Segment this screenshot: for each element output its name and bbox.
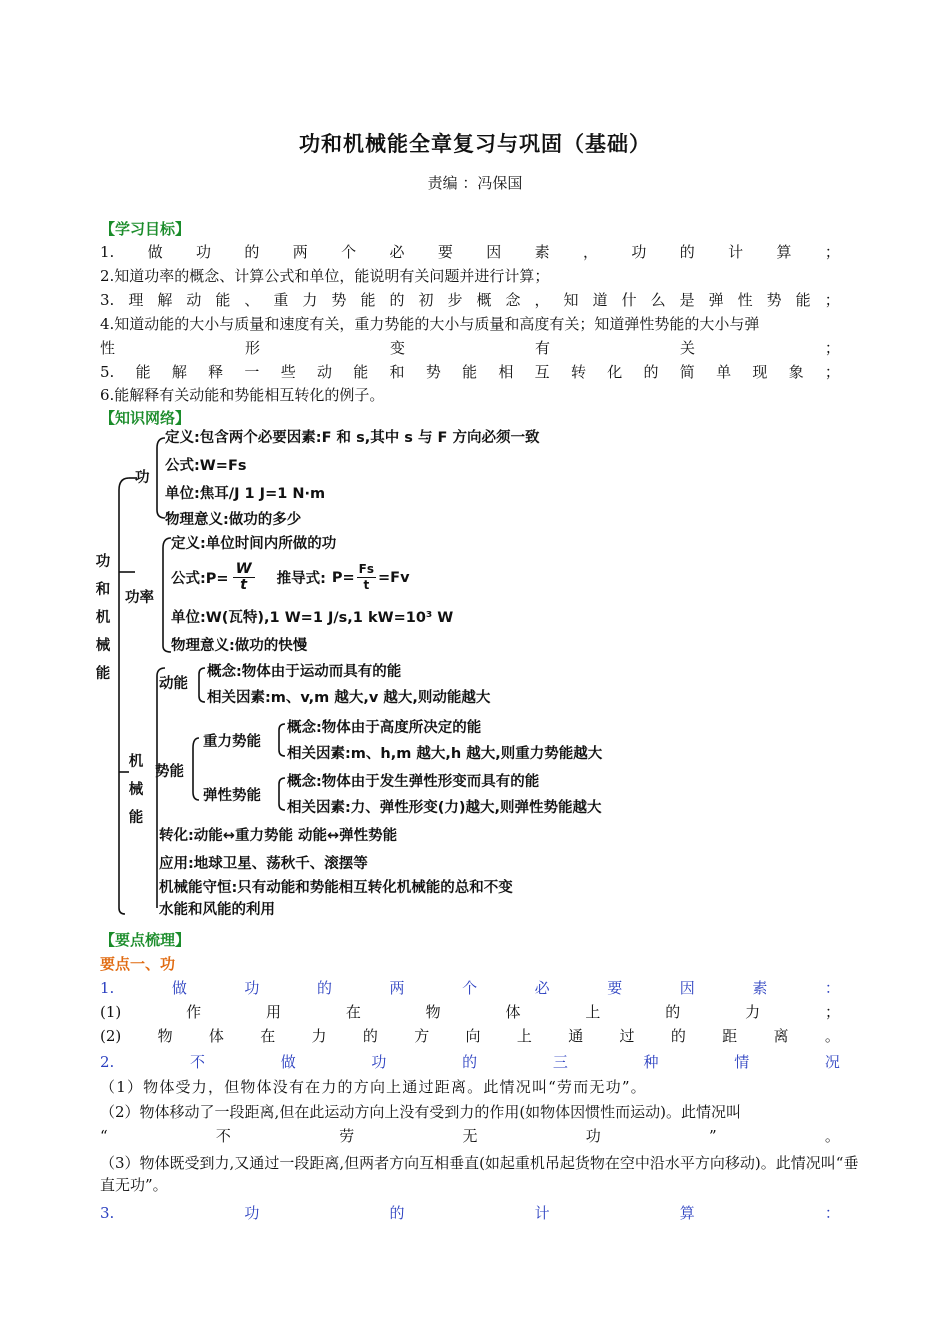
objective-6: 6.能解释有关动能和势能相互转化的例子。: [100, 386, 385, 404]
power-fraction-den: t: [240, 577, 248, 593]
justified-word: 现: [752, 363, 768, 381]
justified-word: 解: [157, 291, 173, 309]
justified-word: 解: [171, 363, 187, 381]
vertical-char: 和: [95, 582, 111, 598]
justified-word: 方: [414, 1027, 430, 1045]
justified-word: 要: [437, 243, 453, 261]
justified-word: 的: [362, 1027, 378, 1045]
power-derived-fraction: [357, 562, 376, 593]
justified-word: “: [100, 1127, 108, 1145]
work-definition: 定义:包含两个必要因素:F 和 s,其中 s 与 F 方向必须一致: [165, 430, 540, 446]
vertical-char: 功: [95, 554, 111, 570]
power-label: 功率: [125, 590, 154, 606]
justified-word: (2): [100, 1027, 122, 1045]
vertical-char: 能: [95, 666, 111, 682]
justified-word: 相: [498, 363, 514, 381]
justified-word: 什: [621, 291, 637, 309]
justified-word: 在: [260, 1027, 276, 1045]
conservation: 机械能守恒:只有动能和势能相互转化机械能的总和不变: [159, 880, 513, 896]
justified-word: 必: [389, 243, 405, 261]
vertical-char: 能: [128, 810, 144, 826]
work-unit: 单位:焦耳/J 1 J=1 N·m: [165, 486, 326, 502]
justified-word: 动: [316, 363, 332, 381]
root-label: [95, 548, 111, 688]
network-heading: 【知识网络】: [100, 409, 191, 427]
justified-word: 的: [316, 979, 332, 997]
justified-word: 单: [716, 363, 732, 381]
justified-word: 功: [585, 1127, 601, 1145]
justified-word: 能: [135, 363, 151, 381]
justified-word: 初: [418, 291, 434, 309]
justified-word: 个: [462, 979, 478, 997]
justified-word: 过: [619, 1027, 635, 1045]
justified-word: (1): [100, 1003, 122, 1021]
justified-word: 距: [722, 1027, 738, 1045]
justified-word: 能: [462, 363, 478, 381]
power-derived-prefix: 推导式:: [276, 571, 326, 587]
justified-word: 素: [534, 243, 550, 261]
justified-word: 象: [788, 363, 804, 381]
point-1-2a: （1）物体受力，但物体没有在力的方向上通过距离。此情况叫“劳而无功”。: [100, 1078, 647, 1096]
justified-word: 况: [824, 1053, 840, 1071]
justified-word: 计: [534, 1204, 550, 1222]
justified-word: 释: [208, 363, 224, 381]
justified-word: 的: [670, 1027, 686, 1045]
objective-1: [100, 241, 840, 263]
justified-word: 和: [389, 363, 405, 381]
justified-word: 功: [244, 1204, 260, 1222]
justified-word: 因: [486, 243, 502, 261]
justified-word: 一: [244, 363, 260, 381]
point-1-1: [100, 977, 840, 999]
justified-word: 算: [776, 243, 792, 261]
kinetic-concept: 概念:物体由于运动而具有的能: [207, 664, 402, 680]
justified-word: 的: [679, 243, 695, 261]
work-label: 功: [135, 470, 150, 486]
objective-2: 2.知道功率的概念、计算公式和单位，能说明有关问题并进行计算；: [100, 267, 550, 285]
justified-word: 无: [462, 1127, 478, 1145]
water-wind: 水能和风能的利用: [159, 902, 275, 918]
justified-word: 力: [302, 291, 318, 309]
vertical-char: 机: [95, 610, 111, 626]
justified-word: ：: [824, 1204, 840, 1222]
justified-word: ，: [583, 243, 599, 261]
justified-word: 作: [186, 1003, 202, 1021]
conversion: 转化:动能↔重力势能 动能↔弹性势能: [159, 828, 398, 844]
justified-word: 个: [341, 243, 357, 261]
justified-word: 简: [679, 363, 695, 381]
objective-4-cont: [100, 337, 840, 359]
justified-word: 、: [244, 291, 260, 309]
justified-word: 劳: [339, 1127, 355, 1145]
justified-word: 用: [265, 1003, 281, 1021]
justified-word: 计: [728, 243, 744, 261]
justified-word: 做: [280, 1053, 296, 1071]
work-meaning: 物理意义:做功的多少: [165, 512, 302, 528]
justified-word: 道: [592, 291, 608, 309]
justified-word: 势: [425, 363, 441, 381]
justified-word: 动: [186, 291, 202, 309]
justified-word: 的: [643, 363, 659, 381]
justified-word: 向: [465, 1027, 481, 1045]
power-unit: 单位:W(瓦特),1 W=1 J/s,1 kW=10³ W: [171, 610, 454, 626]
point-1-1b: [100, 1025, 840, 1047]
objective-4: 4.知道动能的大小与质量和速度有关，重力势能的大小与质量和高度有关；知道弹性势能的大小与弹: [100, 315, 760, 333]
justified-word: 3.: [100, 1204, 115, 1222]
justified-word: 念: [505, 291, 521, 309]
justified-word: ”: [708, 1127, 717, 1145]
justified-word: 的: [665, 1003, 681, 1021]
vertical-char: 械: [95, 638, 111, 654]
justified-word: 上: [585, 1003, 601, 1021]
justified-word: 的: [389, 1204, 405, 1222]
vertical-char: 械: [128, 782, 144, 798]
gravity-concept: 概念:物体由于高度所决定的能: [287, 720, 482, 736]
objectives-heading: 【学习目标】: [100, 220, 191, 238]
point-1-2b: （2）物体移动了一段距离,但在此运动方向上没有受到力的作用(如物体因惯性而运动)。此情况叫: [100, 1103, 742, 1121]
justified-word: 不: [190, 1053, 206, 1071]
justified-word: 功: [244, 979, 260, 997]
justified-word: 2.: [100, 1053, 115, 1071]
justified-word: 3.: [100, 291, 115, 309]
justified-word: 。: [824, 1027, 840, 1045]
power-fraction: [233, 562, 255, 593]
justified-word: ；: [824, 243, 840, 261]
power-derived-den: t: [363, 578, 370, 592]
justified-word: 体: [505, 1003, 521, 1021]
justified-word: 势: [766, 291, 782, 309]
justified-word: 1.: [100, 243, 115, 261]
justified-word: 重: [273, 291, 289, 309]
objective-5: [100, 361, 840, 383]
justified-word: 力: [311, 1027, 327, 1045]
justified-word: 能: [795, 291, 811, 309]
power-derived-suffix: =Fv: [378, 569, 410, 586]
point-1-2b-cont: [100, 1125, 840, 1147]
justified-word: 素: [752, 979, 768, 997]
justified-word: 步: [447, 291, 463, 309]
justified-word: ；: [824, 1003, 840, 1021]
justified-word: ；: [824, 363, 840, 381]
justified-word: 的: [244, 243, 260, 261]
editor-line: 责编 ：冯保国: [427, 174, 523, 192]
objective-3: [100, 289, 840, 311]
justified-word: 性: [100, 339, 116, 357]
justified-word: 不: [215, 1127, 231, 1145]
power-derived-p: P=: [331, 569, 355, 586]
knowledge-network-diagram: [95, 420, 715, 920]
power-formula-prefix: 公式:P=: [171, 571, 229, 587]
justified-word: ；: [824, 291, 840, 309]
justified-word: 做: [171, 979, 187, 997]
kinetic-label: 动能: [159, 676, 188, 692]
kinetic-factors: 相关因素:m、v,m 越大,v 越大,则动能越大: [207, 690, 491, 706]
justified-word: 么: [650, 291, 666, 309]
justified-word: 些: [280, 363, 296, 381]
point-1-1a: [100, 1001, 840, 1023]
justified-word: ：: [824, 979, 840, 997]
power-derived-num: Fs: [358, 562, 375, 576]
justified-word: 性: [737, 291, 753, 309]
justified-word: 必: [534, 979, 550, 997]
vertical-char: 机: [128, 754, 144, 770]
justified-word: 三: [552, 1053, 568, 1071]
gravity-factors: 相关因素:m、h,m 越大,h 越大,则重力势能越大: [287, 746, 603, 762]
justified-word: 的: [462, 1053, 478, 1071]
justified-word: 功: [371, 1053, 387, 1071]
justified-word: 两: [292, 243, 308, 261]
justified-word: 力: [745, 1003, 761, 1021]
justified-word: 1.: [100, 979, 115, 997]
keypoints-heading: 【要点梳理】: [100, 931, 191, 949]
justified-word: 转: [570, 363, 586, 381]
justified-word: 上: [516, 1027, 532, 1045]
work-formula: 公式:W=Fs: [165, 458, 247, 474]
justified-word: 知: [563, 291, 579, 309]
justified-word: 因: [679, 979, 695, 997]
application: 应用:地球卫星、荡秋千、滚摆等: [159, 856, 368, 872]
justified-word: 情: [734, 1053, 750, 1071]
power-meaning: 物理意义:做功的快慢: [171, 638, 308, 654]
point-1-3: [100, 1202, 840, 1224]
mech-label: [128, 748, 144, 832]
justified-word: 有: [534, 339, 550, 357]
justified-word: 形: [244, 339, 260, 357]
justified-word: 算: [679, 1204, 695, 1222]
justified-word: 离: [773, 1027, 789, 1045]
potential-label: 势能: [155, 764, 184, 780]
justified-word: 要: [607, 979, 623, 997]
justified-word: 物: [157, 1027, 173, 1045]
gravity-label: 重力势能: [203, 734, 261, 750]
justified-word: 能: [360, 291, 376, 309]
point-1-2c: （3）物体既受到力,又通过一段距离,但两者方向互相垂直(如起重机吊起货物在空中沿水平方向移动)。此情况叫“垂直无功”。: [100, 1154, 859, 1194]
justified-word: 概: [476, 291, 492, 309]
justified-word: 物: [425, 1003, 441, 1021]
elastic-factors: 相关因素:力、弹性形变(力)越大,则弹性势能越大: [287, 800, 602, 816]
justified-word: 在: [345, 1003, 361, 1021]
justified-word: 种: [643, 1053, 659, 1071]
justified-word: 通: [568, 1027, 584, 1045]
justified-word: 势: [331, 291, 347, 309]
justified-word: 互: [534, 363, 550, 381]
justified-word: 做: [147, 243, 163, 261]
justified-word: 。: [824, 1127, 840, 1145]
justified-word: 功: [196, 243, 212, 261]
power-fraction-num: W: [233, 562, 255, 578]
page-title: 功和机械能全章复习与巩固（基础）: [299, 132, 651, 156]
justified-word: ；: [824, 339, 840, 357]
point-1-2: [100, 1051, 840, 1073]
justified-word: ，: [534, 291, 550, 309]
power-definition: 定义:单位时间内所做的功: [171, 536, 337, 552]
justified-word: 关: [679, 339, 695, 357]
justified-word: 两: [389, 979, 405, 997]
justified-word: 变: [389, 339, 405, 357]
justified-word: 理: [128, 291, 144, 309]
justified-word: 是: [679, 291, 695, 309]
justified-word: 的: [389, 291, 405, 309]
justified-word: 体: [208, 1027, 224, 1045]
elastic-label: 弹性势能: [203, 788, 261, 804]
justified-word: 化: [607, 363, 623, 381]
point-1-heading: 要点一、功: [100, 955, 176, 973]
justified-word: 能: [215, 291, 231, 309]
power-formula: [171, 562, 410, 593]
justified-word: 弹: [708, 291, 724, 309]
justified-word: 功: [631, 243, 647, 261]
justified-word: 能: [353, 363, 369, 381]
justified-word: 5.: [100, 363, 115, 381]
elastic-concept: 概念:物体由于发生弹性形变而具有的能: [287, 774, 540, 790]
